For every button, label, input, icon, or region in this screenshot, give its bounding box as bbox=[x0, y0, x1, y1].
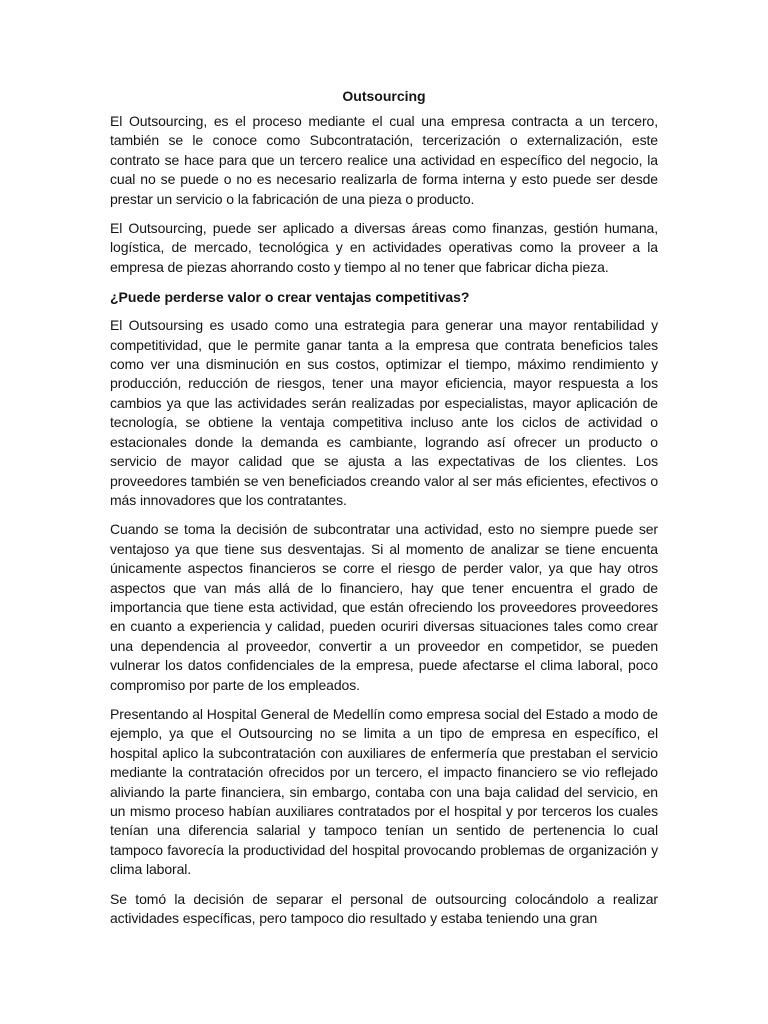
document-page bbox=[110, 86, 658, 928]
paragraph-areas: El Outsourcing, puede ser aplicado a diversas áreas como finanzas, gestión humana, logística, de mercado, tecnológica y en actividades operativas como la proveer a la empresa de piezas ahorrando costo y tiempo al no tener que fabricar dicha pieza. bbox=[110, 220, 658, 275]
paragraph-decision: Se tomó la decisión de separar el personal de outsourcing colocándolo a realizar actividades específicas, pero tampoco dio resultado y estaba teniendo una gran bbox=[110, 890, 658, 927]
section-heading: ¿Puede perderse valor o crear ventajas competitivas? bbox=[110, 289, 470, 306]
paragraph-disadvantages: Cuando se toma la decisión de subcontratar una actividad, esto no siempre puede ser ventajoso ya que tiene sus desventajas. Si al momento de analizar se tiene encuenta únicamente aspectos financieros se corre el riesgo de perder valor, ya que hay otros aspectos que van más allá de lo financiero, hay que tener encuentra el grado de importancia que tiene esta actividad, que están ofreciendo los proveedores proveedores en cuanto a experiencia y calidad, pueden ocuriri diversas situaciones tales como crear una dependencia al proveedor, convertir a un proveedor en competidor, se pueden vulnerar los datos confidenciales de la empresa, puede afectarse el clima laboral, poco compromiso por parte de los empleados. bbox=[110, 521, 658, 693]
paragraph-definition: El Outsourcing, es el proceso mediante el cual una empresa contracta a un tercero, también se le conoce como Subcontratación, tercerización o externalización, este contrato se hace para que un tercero realice una actividad en específico del negocio, la cual no se puede o no es necesario realizarla de forma interna y esto puede ser desde prestar un servicio o la fabricación de una pieza o producto. bbox=[110, 113, 658, 207]
paragraph-hospital-example: Presentando al Hospital General de Medellín como empresa social del Estado a modo de ejemplo, ya que el Outsourcing no se limita a un tipo de empresa en específico, el hospital aplico la subcontratación con auxiliares de enfermería que prestaban el servicio mediante la contratación ofrecidos por un tercero, el impacto financiero se vio reflejado aliviando la parte financiera, sin embargo, contaba con una baja calidad del servicio, en un mismo proceso habían auxiliares contratados por el hospital y por terceros los cuales tenían una diferencia salarial y tampoco tenían un sentido de pertenencia lo cual tampoco favorecía la productividad del hospital provocando problemas de organización y clima laboral. bbox=[110, 705, 658, 878]
document-title: Outsourcing bbox=[342, 88, 426, 104]
paragraph-advantages: El Outsoursing es usado como una estrategia para generar una mayor rentabilidad y competitividad, que le permite ganar tanta a la empresa que contrata beneficios tales como ver una disminución en sus costos, optimizar el tiempo, máximo rendimiento y producción, reducción de riesgos, tener una mayor eficiencia, mayor respuesta a los cambios ya que las actividades serán realizadas por especialistas, mayor aplicación de tecnología, se obtiene la ventaja competitiva incluso ante los ciclos de actividad o estacionales donde la demanda es cambiante, logrando así ofrecer un producto o servicio de mayor calidad que se ajusta a las expectativas de los clientes. Los proveedores también se ven beneficiados creando valor al ser más eficientes, efectivos o más innovadores que los contratantes. bbox=[110, 317, 658, 508]
